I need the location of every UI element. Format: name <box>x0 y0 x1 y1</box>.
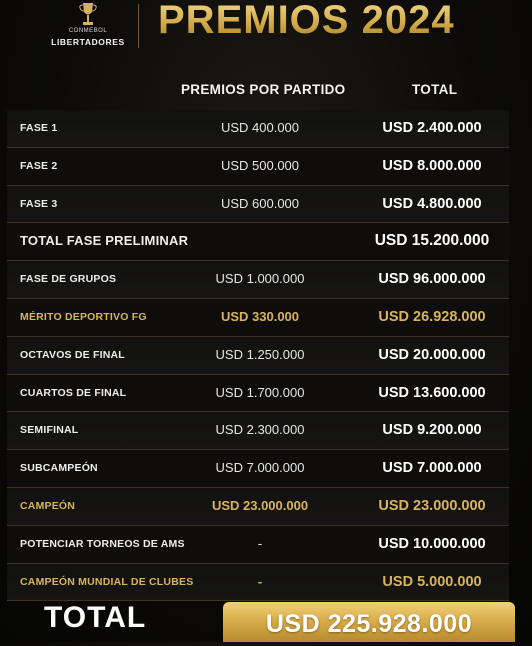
row-total: USD 4.800.000 <box>382 195 482 212</box>
row-label: CUARTOS DE FINAL <box>20 386 127 399</box>
header <box>0 0 532 56</box>
row-total: USD 5.000.000 <box>382 573 482 590</box>
table-row <box>7 337 509 375</box>
row-per-match: USD 400.000 <box>220 120 300 135</box>
column-header-total: TOTAL <box>412 82 458 97</box>
row-per-match: USD 330.000 <box>220 308 300 324</box>
header-divider <box>138 4 139 48</box>
row-total: USD 23.000.000 <box>378 497 486 514</box>
grand-total-value: USD 225.928.000 <box>265 610 473 638</box>
grand-total-box <box>223 602 515 642</box>
row-total: USD 7.000.000 <box>382 460 482 477</box>
table-row <box>7 148 509 186</box>
row-per-match: - <box>257 573 263 589</box>
row-label: OCTAVOS DE FINAL <box>20 348 125 361</box>
table-row-highlight <box>7 564 509 602</box>
row-label: TOTAL FASE PRELIMINAR <box>20 233 189 249</box>
row-per-match: USD 2.300.000 <box>215 422 305 438</box>
prize-table <box>7 110 509 601</box>
table-row <box>7 526 509 564</box>
row-per-match: USD 500.000 <box>220 157 300 173</box>
libertadores-logo <box>38 0 138 54</box>
row-total: USD 8.000.000 <box>382 157 482 174</box>
row-label: CAMPEÓN MUNDIAL DE CLUBES <box>20 575 194 588</box>
logo-main-text: LIBERTADORES <box>51 37 125 47</box>
row-total: USD 13.600.000 <box>378 384 486 401</box>
row-total: USD 2.400.000 <box>382 120 482 136</box>
row-per-match: USD 600.000 <box>220 195 300 211</box>
row-total: USD 15.200.000 <box>374 232 490 250</box>
row-per-match: - <box>257 535 263 551</box>
table-row <box>7 186 509 224</box>
grand-total-label: TOTAL <box>44 601 147 634</box>
table-row <box>7 412 509 450</box>
page-title: PREMIOS 2024 <box>158 0 498 43</box>
row-label: FASE 2 <box>20 159 58 172</box>
table-row-highlight <box>7 299 509 337</box>
row-label: SEMIFINAL <box>20 424 79 437</box>
table-row <box>7 375 509 413</box>
table-row <box>7 450 509 488</box>
row-per-match: USD 7.000.000 <box>215 460 305 476</box>
row-label: CAMPEÓN <box>20 499 76 512</box>
row-per-match: USD 1.000.000 <box>215 271 305 287</box>
row-label: POTENCIAR TORNEOS DE AMS <box>20 537 185 550</box>
table-row-summary <box>7 223 509 261</box>
trophy-icon <box>78 2 98 28</box>
row-total: USD 26.928.000 <box>378 308 486 325</box>
table-row <box>7 261 509 299</box>
row-label: FASE 1 <box>20 122 58 134</box>
row-total: USD 10.000.000 <box>378 535 486 552</box>
row-label: FASE DE GRUPOS <box>20 273 117 286</box>
row-label: SUBCAMPEÓN <box>20 462 98 475</box>
row-label: FASE 3 <box>20 197 58 210</box>
table-row-highlight <box>7 488 509 526</box>
table-row <box>7 110 509 148</box>
row-per-match: USD 1.700.000 <box>215 384 305 400</box>
row-label: MÉRITO DEPORTIVO FG <box>20 310 147 323</box>
column-header-per-match: PREMIOS POR PARTIDO <box>181 82 346 97</box>
row-total: USD 20.000.000 <box>378 346 486 363</box>
row-total: USD 9.200.000 <box>382 422 482 439</box>
row-per-match: USD 1.250.000 <box>215 346 305 362</box>
row-per-match: USD 23.000.000 <box>211 497 309 513</box>
logo-small-text: CONMEBOL <box>68 28 108 34</box>
row-total: USD 96.000.000 <box>378 271 486 288</box>
